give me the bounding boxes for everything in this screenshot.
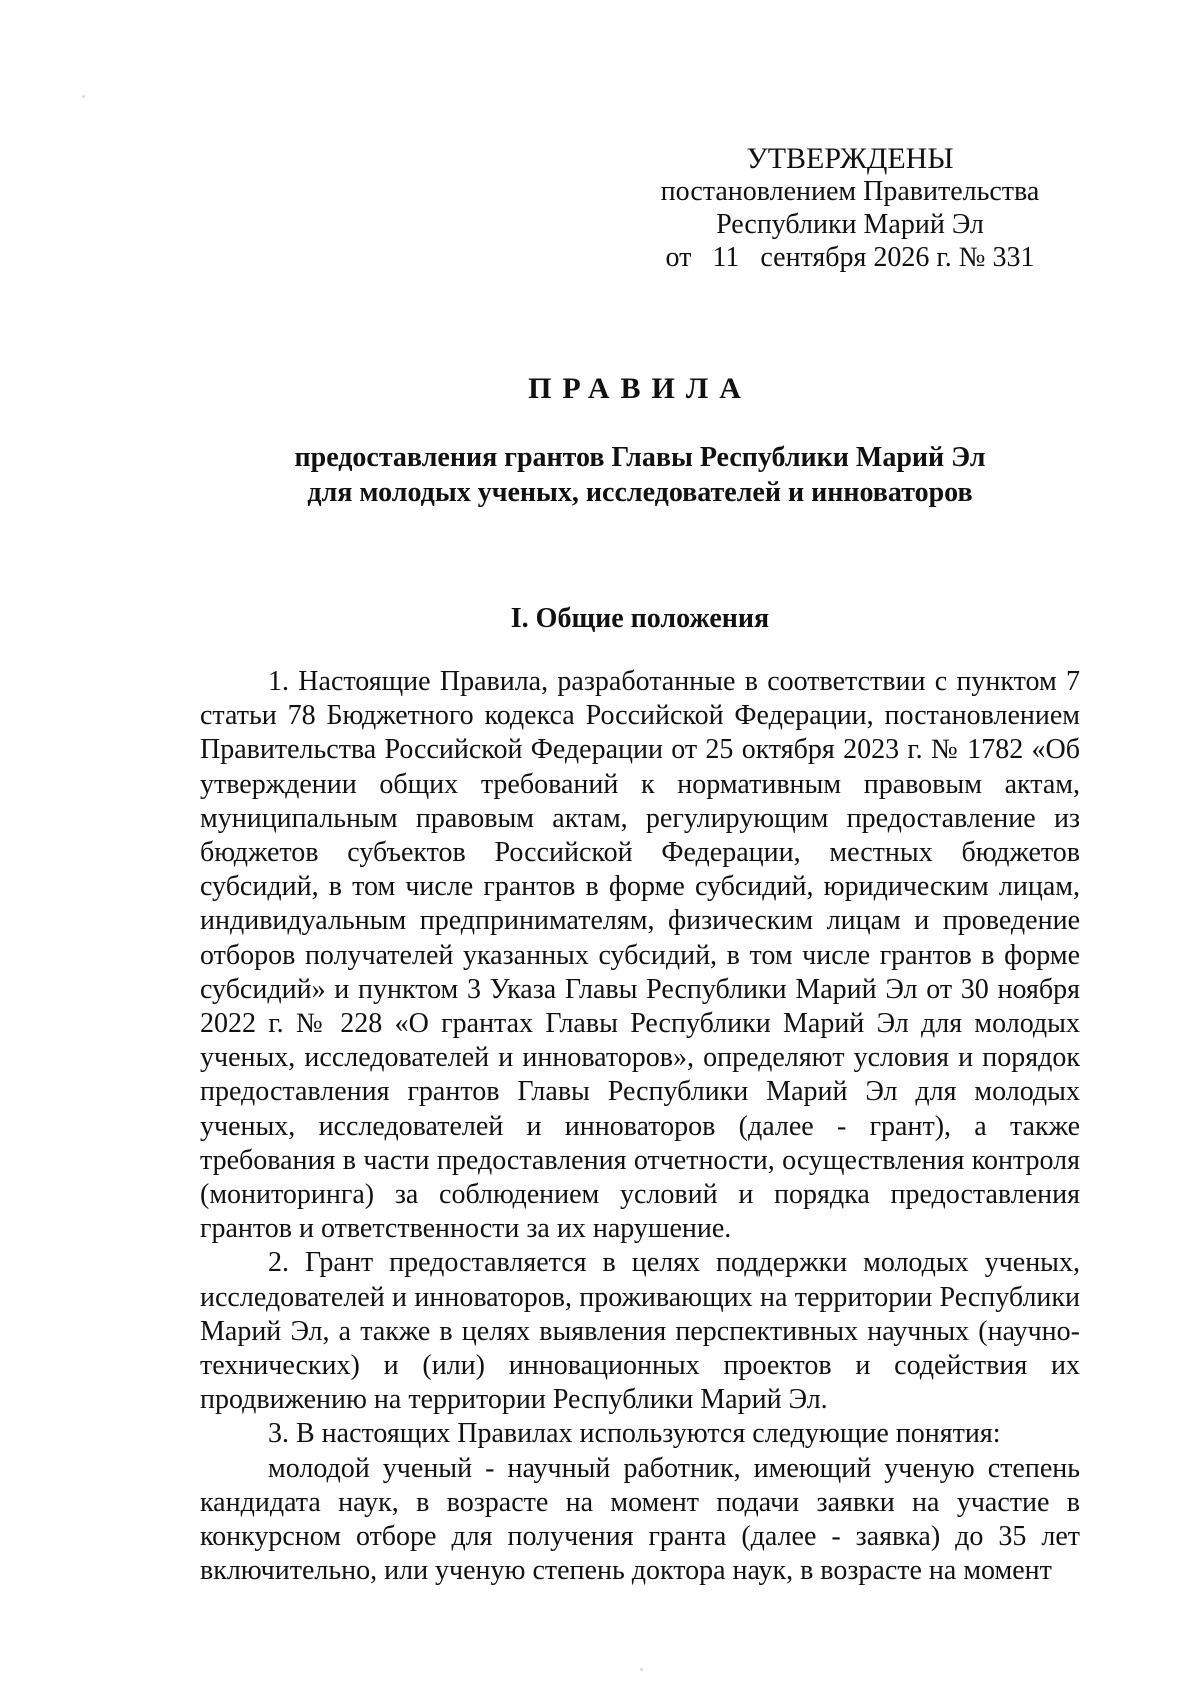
approval-line-1: постановлением Правительства	[660, 176, 1040, 207]
paragraph-2: 2. Грант предоставляется в целях поддержки молодых ученых, исследователей и инноваторов, проживающих на территории Республики Марий Эл, а также в целях выявления перспективных научных (научно-технических) и (или) инновационных проектов и содействия их продвижению на территории Республики Марий Эл.	[200, 1247, 1080, 1416]
approval-line-2: Республики Марий Эл	[716, 209, 984, 240]
scan-speck	[82, 95, 85, 98]
date-rest: сентября 2026 г. №	[760, 242, 986, 273]
document-number: 331	[992, 242, 1035, 273]
subtitle-line-1: предоставления грантов Главы Республики Марий Эл	[294, 442, 986, 473]
date-prefix: от	[665, 242, 692, 273]
scan-speck	[640, 1668, 643, 1671]
approval-block	[640, 142, 1060, 274]
approval-heading: УТВЕРЖДЕНЫ	[746, 142, 954, 175]
paragraph-4: молодой ученый - научный работник, имеющий ученую степень кандидата наук, в возрасте на момент подачи заявки на участие в конкурсном отборе для получения гранта (далее - заявка) до 35 лет включительно, или ученую степень доктора наук, в возрасте на момент	[200, 1452, 1080, 1587]
document-body	[200, 665, 1080, 1588]
section-heading: I. Общие положения	[510, 603, 770, 634]
subtitle-line-2: для молодых ученых, исследователей и инноваторов	[307, 477, 973, 508]
paragraph-1: 1. Настоящие Правила, разработанные в соответствии с пунктом 7 статьи 78 Бюджетного кодекса Российской Федерации, постановлением Правительства Российской Федерации от 25 октября 2023 г. № 1782 «Об утверждении общих требований к нормативным правовым актам, муниципальным правовым актам, регулирующим предоставление из бюджетов субъектов Российской Федерации, местных бюджетов субсидий, в том числе грантов в форме субсидий, юридическим лицам, индивидуальным предпринимателям, физическим лицам и проведение отборов получателей указанных субсидий, в том числе грантов в форме субсидий» и пунктом 3 Указа Главы Республики Марий Эл от 30 ноября 2022 г. № 228 «О грантах Главы Республики Марий Эл для молодых ученых, исследователей и инноваторов», определяют условия и порядок предоставления грантов Главы Республики Марий Эл для молодых ученых, исследователей и инноваторов (далее - грант), а также требования в части предоставления отчетности, осуществления контроля (мониторинга) за соблюдением условий и порядка предоставления грантов и ответственности за их нарушение.	[200, 666, 1080, 1245]
paragraph-3: 3. В настоящих Правилах используются следующие понятия:	[268, 1418, 1001, 1450]
date-day: 11	[712, 242, 740, 273]
approval-date-line	[640, 241, 1060, 274]
document-title: ПРАВИЛА	[528, 372, 752, 405]
document-subtitle	[200, 440, 1080, 510]
